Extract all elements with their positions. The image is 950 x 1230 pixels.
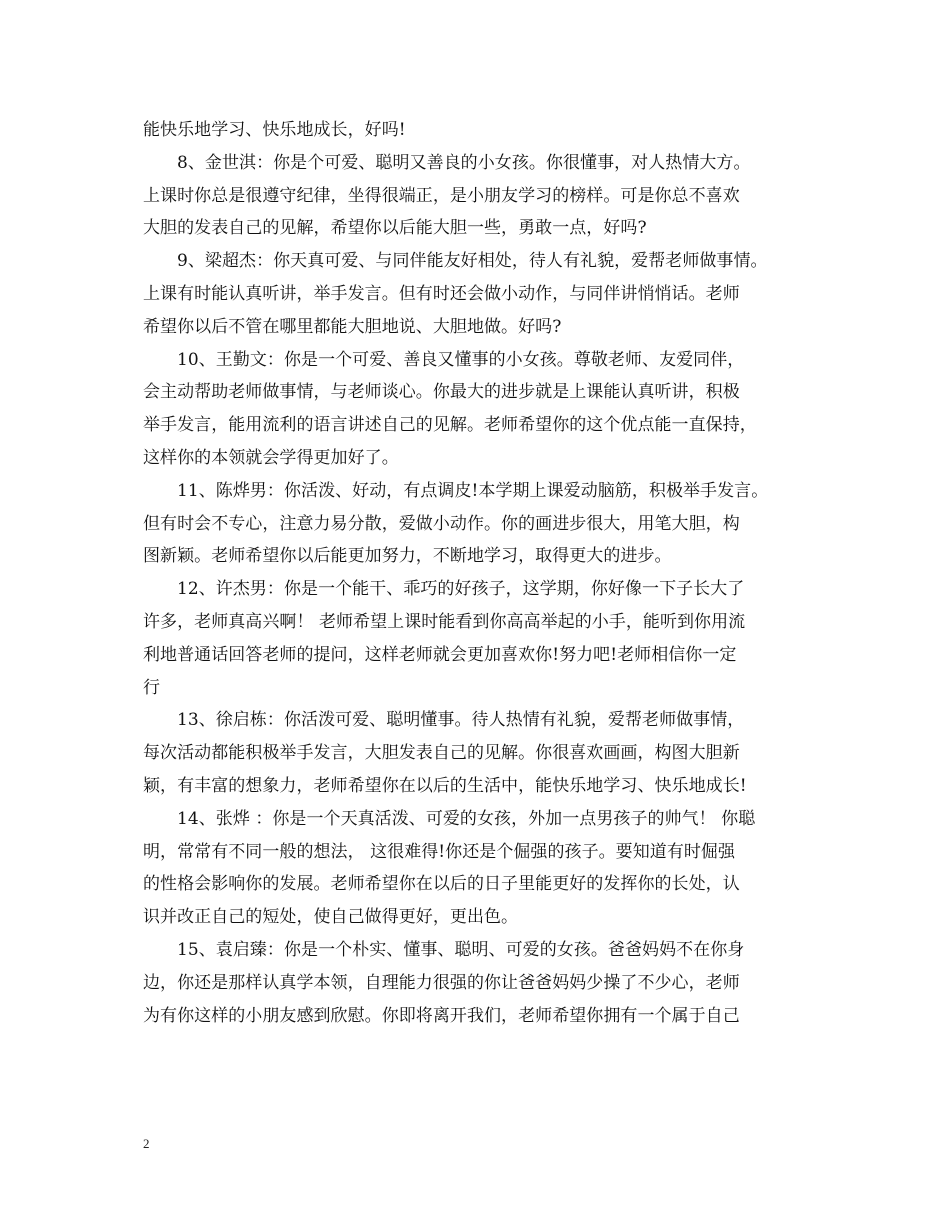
paragraph-line: 明，常常有不同一般的想法， 这很难得!你还是个倔强的孩子。要知道有时倔强 — [143, 841, 736, 862]
paragraph-line: 的性格会影响你的发展。老师希望你在以后的日子里能更好的发挥你的长处，认 — [143, 874, 740, 895]
paragraph-first-line: 11、陈烨男：你活泼、好动，有点调皮!本学期上课爱动脑筋，积极举手发言。 — [177, 480, 769, 501]
paragraph-first-line: 10、王勤文：你是一个可爱、善良又懂事的小女孩。尊敬老师、友爱同伴， — [177, 349, 745, 370]
paragraph-line: 行 — [143, 677, 161, 698]
paragraph-line: 上课有时能认真听讲，举手发言。但有时还会做小动作，与同伴讲悄悄话。老师 — [143, 283, 740, 304]
paragraph-first-line: 12、许杰男：你是一个能干、乖巧的好孩子，这学期，你好像一下子长大了 — [177, 579, 745, 600]
paragraph-line: 图新颖。老师希望你以后能更加努力，不断地学习，取得更大的进步。 — [143, 546, 672, 567]
paragraph-line: 识并改正自己的短处，使自己做得更好，更出色。 — [143, 907, 519, 928]
paragraph-line: 但有时会不专心，注意力易分散，爱做小动作。你的画进步很大，用笔大胆，构 — [143, 513, 740, 534]
paragraph-first-line: 13、徐启栋：你活泼可爱、聪明懂事。待人热情有礼貌，爱帮老师做事情， — [177, 710, 745, 731]
paragraph-line: 举手发言，能用流利的语言讲述自己的见解。老师希望你的这个优点能一直保持， — [143, 415, 757, 436]
paragraph-first-line: 15、袁启臻：你是一个朴实、懂事、聪明、可爱的女孩。爸爸妈妈不在你身 — [177, 939, 745, 960]
paragraph-line: 颖，有丰富的想象力，老师希望你在以后的生活中，能快乐地学习、快乐地成长! — [143, 775, 747, 796]
paragraph-line: 大胆的发表自己的见解，希望你以后能大胆一些，勇敢一点，好吗? — [143, 218, 647, 239]
document-body — [143, 114, 823, 1032]
paragraph-line: 利地普通话回答老师的提问，这样老师就会更加喜欢你!努力吧!老师相信你一定 — [143, 644, 737, 665]
paragraph-first-line: 9、梁超杰：你天真可爱、与同伴能友好相处，待人有礼貌，爱帮老师做事情。 — [177, 251, 768, 272]
paragraph-line: 许多，老师真高兴啊！ 老师希望上课时能看到你高高举起的小手，能听到你用流 — [143, 611, 746, 632]
paragraph-line: 为有你这样的小朋友感到欣慰。你即将离开我们，老师希望你拥有一个属于自己 — [143, 1005, 740, 1026]
paragraph-line: 边，你还是那样认真学本领，自理能力很强的你让爸爸妈妈少操了不少心，老师 — [143, 972, 740, 993]
paragraph-first-line: 8、金世淇：你是个可爱、聪明又善良的小女孩。你很懂事，对人热情大方。 — [177, 152, 751, 173]
paragraph-line: 这样你的本领就会学得更加好了。 — [143, 447, 399, 468]
paragraph-line: 希望你以后不管在哪里都能大胆地说、大胆地做。好吗? — [143, 316, 562, 337]
paragraph-line: 每次活动都能积极举手发言，大胆发表自己的见解。你很喜欢画画，构图大胆新 — [143, 743, 740, 764]
paragraph-line: 上课时你总是很遵守纪律，坐得很端正，是小朋友学习的榜样。可是你总不喜欢 — [143, 185, 740, 206]
paragraph-line: 会主动帮助老师做事情，与老师谈心。你最大的进步就是上课能认真听讲，积极 — [143, 382, 740, 403]
paragraph-line: 能快乐地学习、快乐地成长，好吗! — [143, 120, 406, 140]
page-number: 2 — [143, 1136, 150, 1151]
paragraph-first-line: 14、张烨 ：你是一个天真活泼、可爱的女孩，外加一点男孩子的帅气！ 你聪 — [177, 808, 756, 829]
